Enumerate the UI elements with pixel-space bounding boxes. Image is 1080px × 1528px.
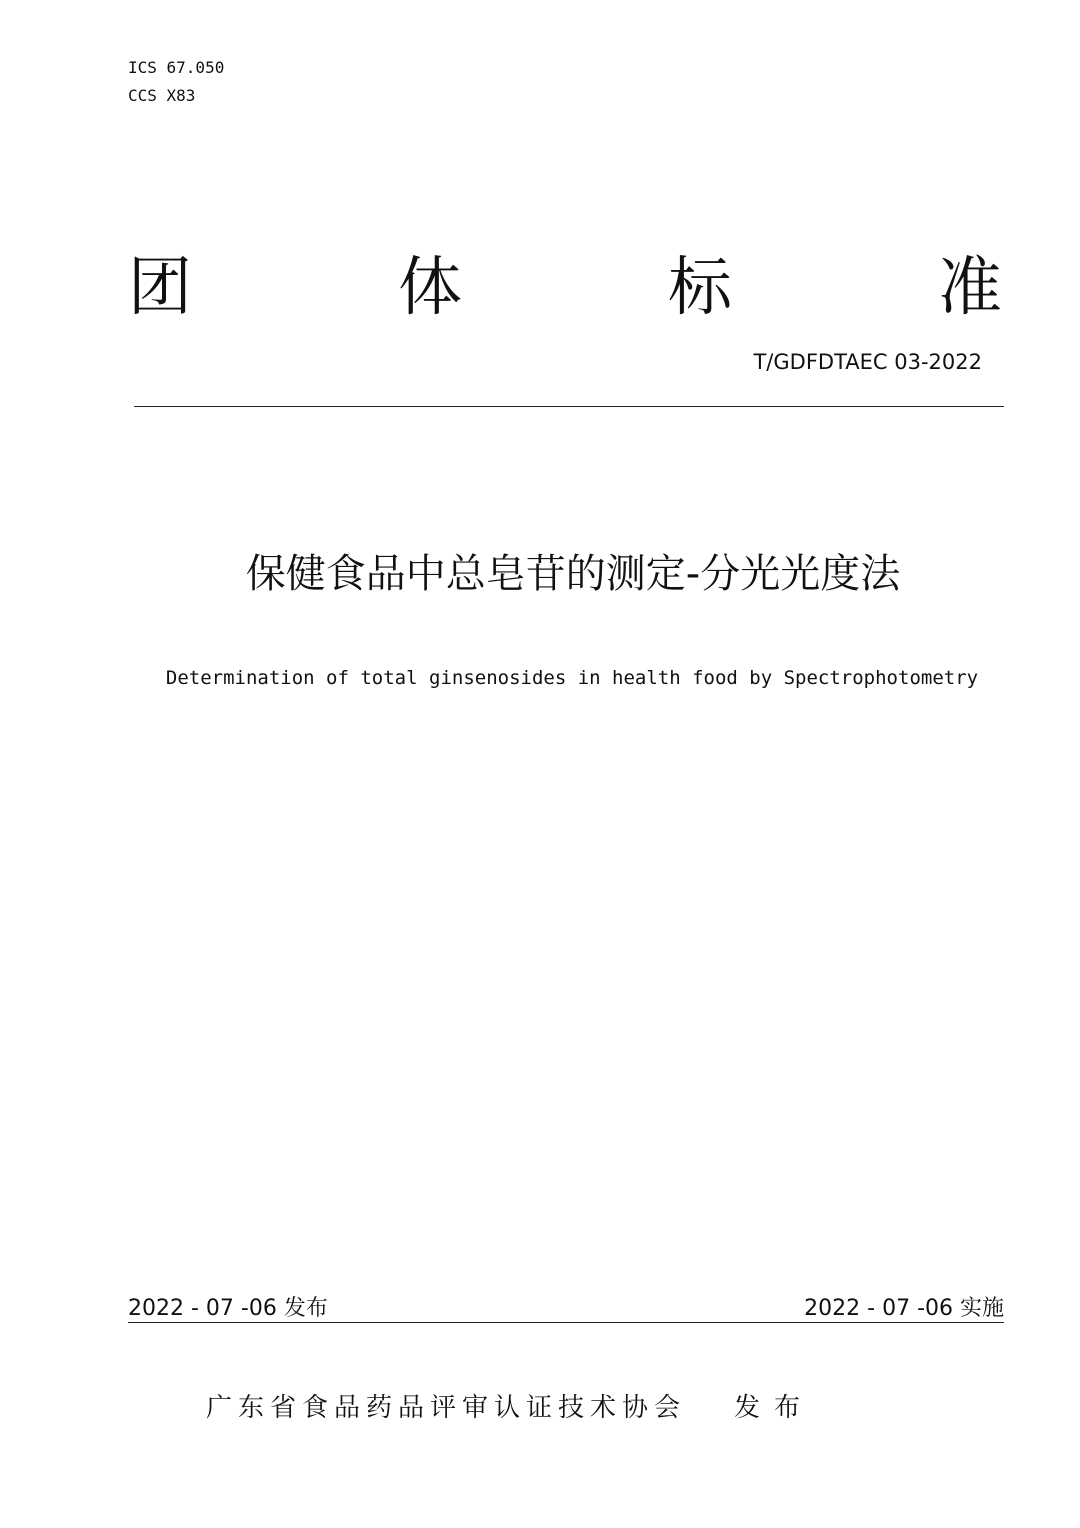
document-type-heading [128,248,1002,328]
publisher-action: 发布 [734,1393,815,1423]
issue-date: 2022 - 07 -06 发布 [128,1296,328,1321]
standard-number: T/GDFDTAEC 03-2022 [753,350,982,374]
doc-type-char: 体 [398,251,462,325]
footer-divider [128,1322,1004,1323]
title-english: Determination of total ginsenosides in health food by Spectrophotometry [165,667,979,689]
publisher-name: 广东省食品药品评审认证技术协会 [206,1393,687,1423]
date-row [128,1292,1004,1324]
classification-codes [128,54,224,110]
header-divider [134,406,1004,407]
publisher-line [206,1388,814,1428]
ics-code: ICS 67.050 [128,58,225,77]
title-chinese: 保健食品中总皂苷的测定-分光光度法 [245,551,901,597]
doc-type-char: 团 [128,251,192,325]
implementation-date: 2022 - 07 -06 实施 [804,1296,1004,1321]
doc-type-char: 准 [938,251,1002,325]
doc-type-char: 标 [668,251,732,325]
ccs-code: CCS X83 [128,86,196,105]
